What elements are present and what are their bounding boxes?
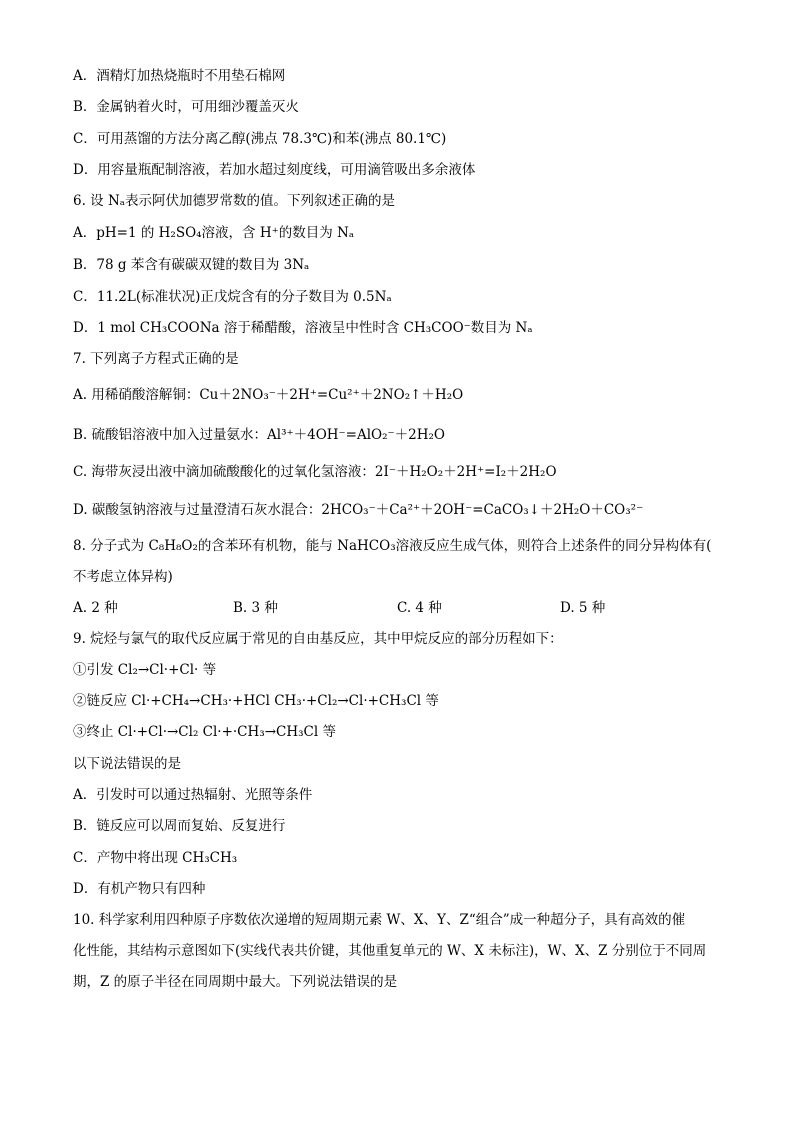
q9-stem: 9. 烷烃与氯气的取代反应属于常见的自由基反应，其中甲烷反应的部分历程如下： [73, 631, 563, 647]
q6-option-c: C．11.2L(标准状况)正戊烷含有的分子数目为 0.5Nₐ [73, 289, 392, 305]
q5-option-b: B．金属钠着火时，可用细沙覆盖灭火 [73, 99, 299, 115]
q9-step-propagation: ②链反应 Cl·+CH₄→CH₃·+HCl CH₃·+Cl₂→Cl·+CH₃Cl 等 [73, 693, 439, 709]
q8-option-a: A. 2 种 [73, 600, 118, 616]
q9-option-b: B．链反应可以周而复始、反复进行 [73, 818, 286, 834]
q5-option-c: C．可用蒸馏的方法分离乙醇(沸点 78.3℃)和苯(沸点 80.1℃) [73, 131, 447, 147]
q5-option-d: D．用容量瓶配制溶液，若加水超过刻度线，可用滴管吸出多余液体 [73, 162, 476, 178]
q9-step-initiation: ①引发 Cl₂→Cl·+Cl· 等 [73, 662, 217, 678]
q9-step-termination: ③终止 Cl·+Cl·→Cl₂ Cl·+·CH₃→CH₃Cl 等 [73, 724, 336, 740]
q7-stem: 7. 下列离子方程式正确的是 [73, 351, 239, 367]
q8-option-c: C. 4 种 [397, 600, 442, 616]
q9-option-a: A．引发时可以通过热辐射、光照等条件 [73, 787, 313, 803]
q7-option-d: D. 碳酸氢钠溶液与过量澄清石灰水混合：2HCO₃⁻＋Ca²⁺＋2OH⁻=CaCO₃↓＋2H₂O＋CO₃²⁻ [73, 502, 644, 518]
q7-option-c: C. 海带灰浸出液中滴加硫酸酸化的过氧化氢溶液：2I⁻＋H₂O₂＋2H⁺=I₂＋2H₂O [73, 464, 557, 480]
q10-stem-line2: 化性能，其结构示意图如下(实线代表共价键，其他重复单元的 W、X 未标注)，W、X、Z 分别位于不同周 [73, 943, 707, 959]
q8-option-b: B. 3 种 [233, 600, 278, 616]
q10-stem-line3: 期，Z 的原子半径在同周期中最大。下列说法错误的是 [73, 974, 398, 990]
q9-prompt: 以下说法错误的是 [73, 756, 181, 772]
q6-option-d: D．1 mol CH₃COONa 溶于稀醋酸，溶液呈中性时含 CH₃COO⁻数目为 Nₐ [73, 320, 533, 336]
q6-option-a: A．pH=1 的 H₂SO₄溶液，含 H⁺的数目为 Nₐ [73, 225, 355, 241]
q6-stem: 6. 设 Nₐ表示阿伏加德罗常数的值。下列叙述正确的是 [73, 193, 395, 209]
q7-option-a: A. 用稀硝酸溶解铜：Cu＋2NO₃⁻＋2H⁺=Cu²⁺＋2NO₂↑＋H₂O [73, 387, 464, 403]
q9-option-c: C．产物中将出现 CH₃CH₃ [73, 850, 238, 866]
q5-option-a: A．酒精灯加热烧瓶时不用垫石棉网 [73, 68, 286, 84]
q8-stem-line1: 8. 分子式为 C₈H₈O₂的含苯环有机物，能与 NaHCO₃溶液反应生成气体，则符合上述条件的同分异构体有( [73, 538, 712, 554]
q8-stem-line2: 不考虑立体异构) [73, 569, 173, 585]
q6-option-b: B．78 g 苯含有碳碳双键的数目为 3Nₐ [73, 257, 310, 273]
q8-option-d: D. 5 种 [560, 600, 606, 616]
q7-option-b: B. 硫酸铝溶液中加入过量氨水：Al³⁺＋4OH⁻=AlO₂⁻＋2H₂O [73, 427, 445, 443]
q9-option-d: D．有机产物只有四种 [73, 881, 206, 897]
q10-stem-line1: 10. 科学家利用四种原子序数依次递增的短周期元素 W、X、Y、Z“组合”成一种超分子，具有高效的催 [73, 912, 686, 928]
